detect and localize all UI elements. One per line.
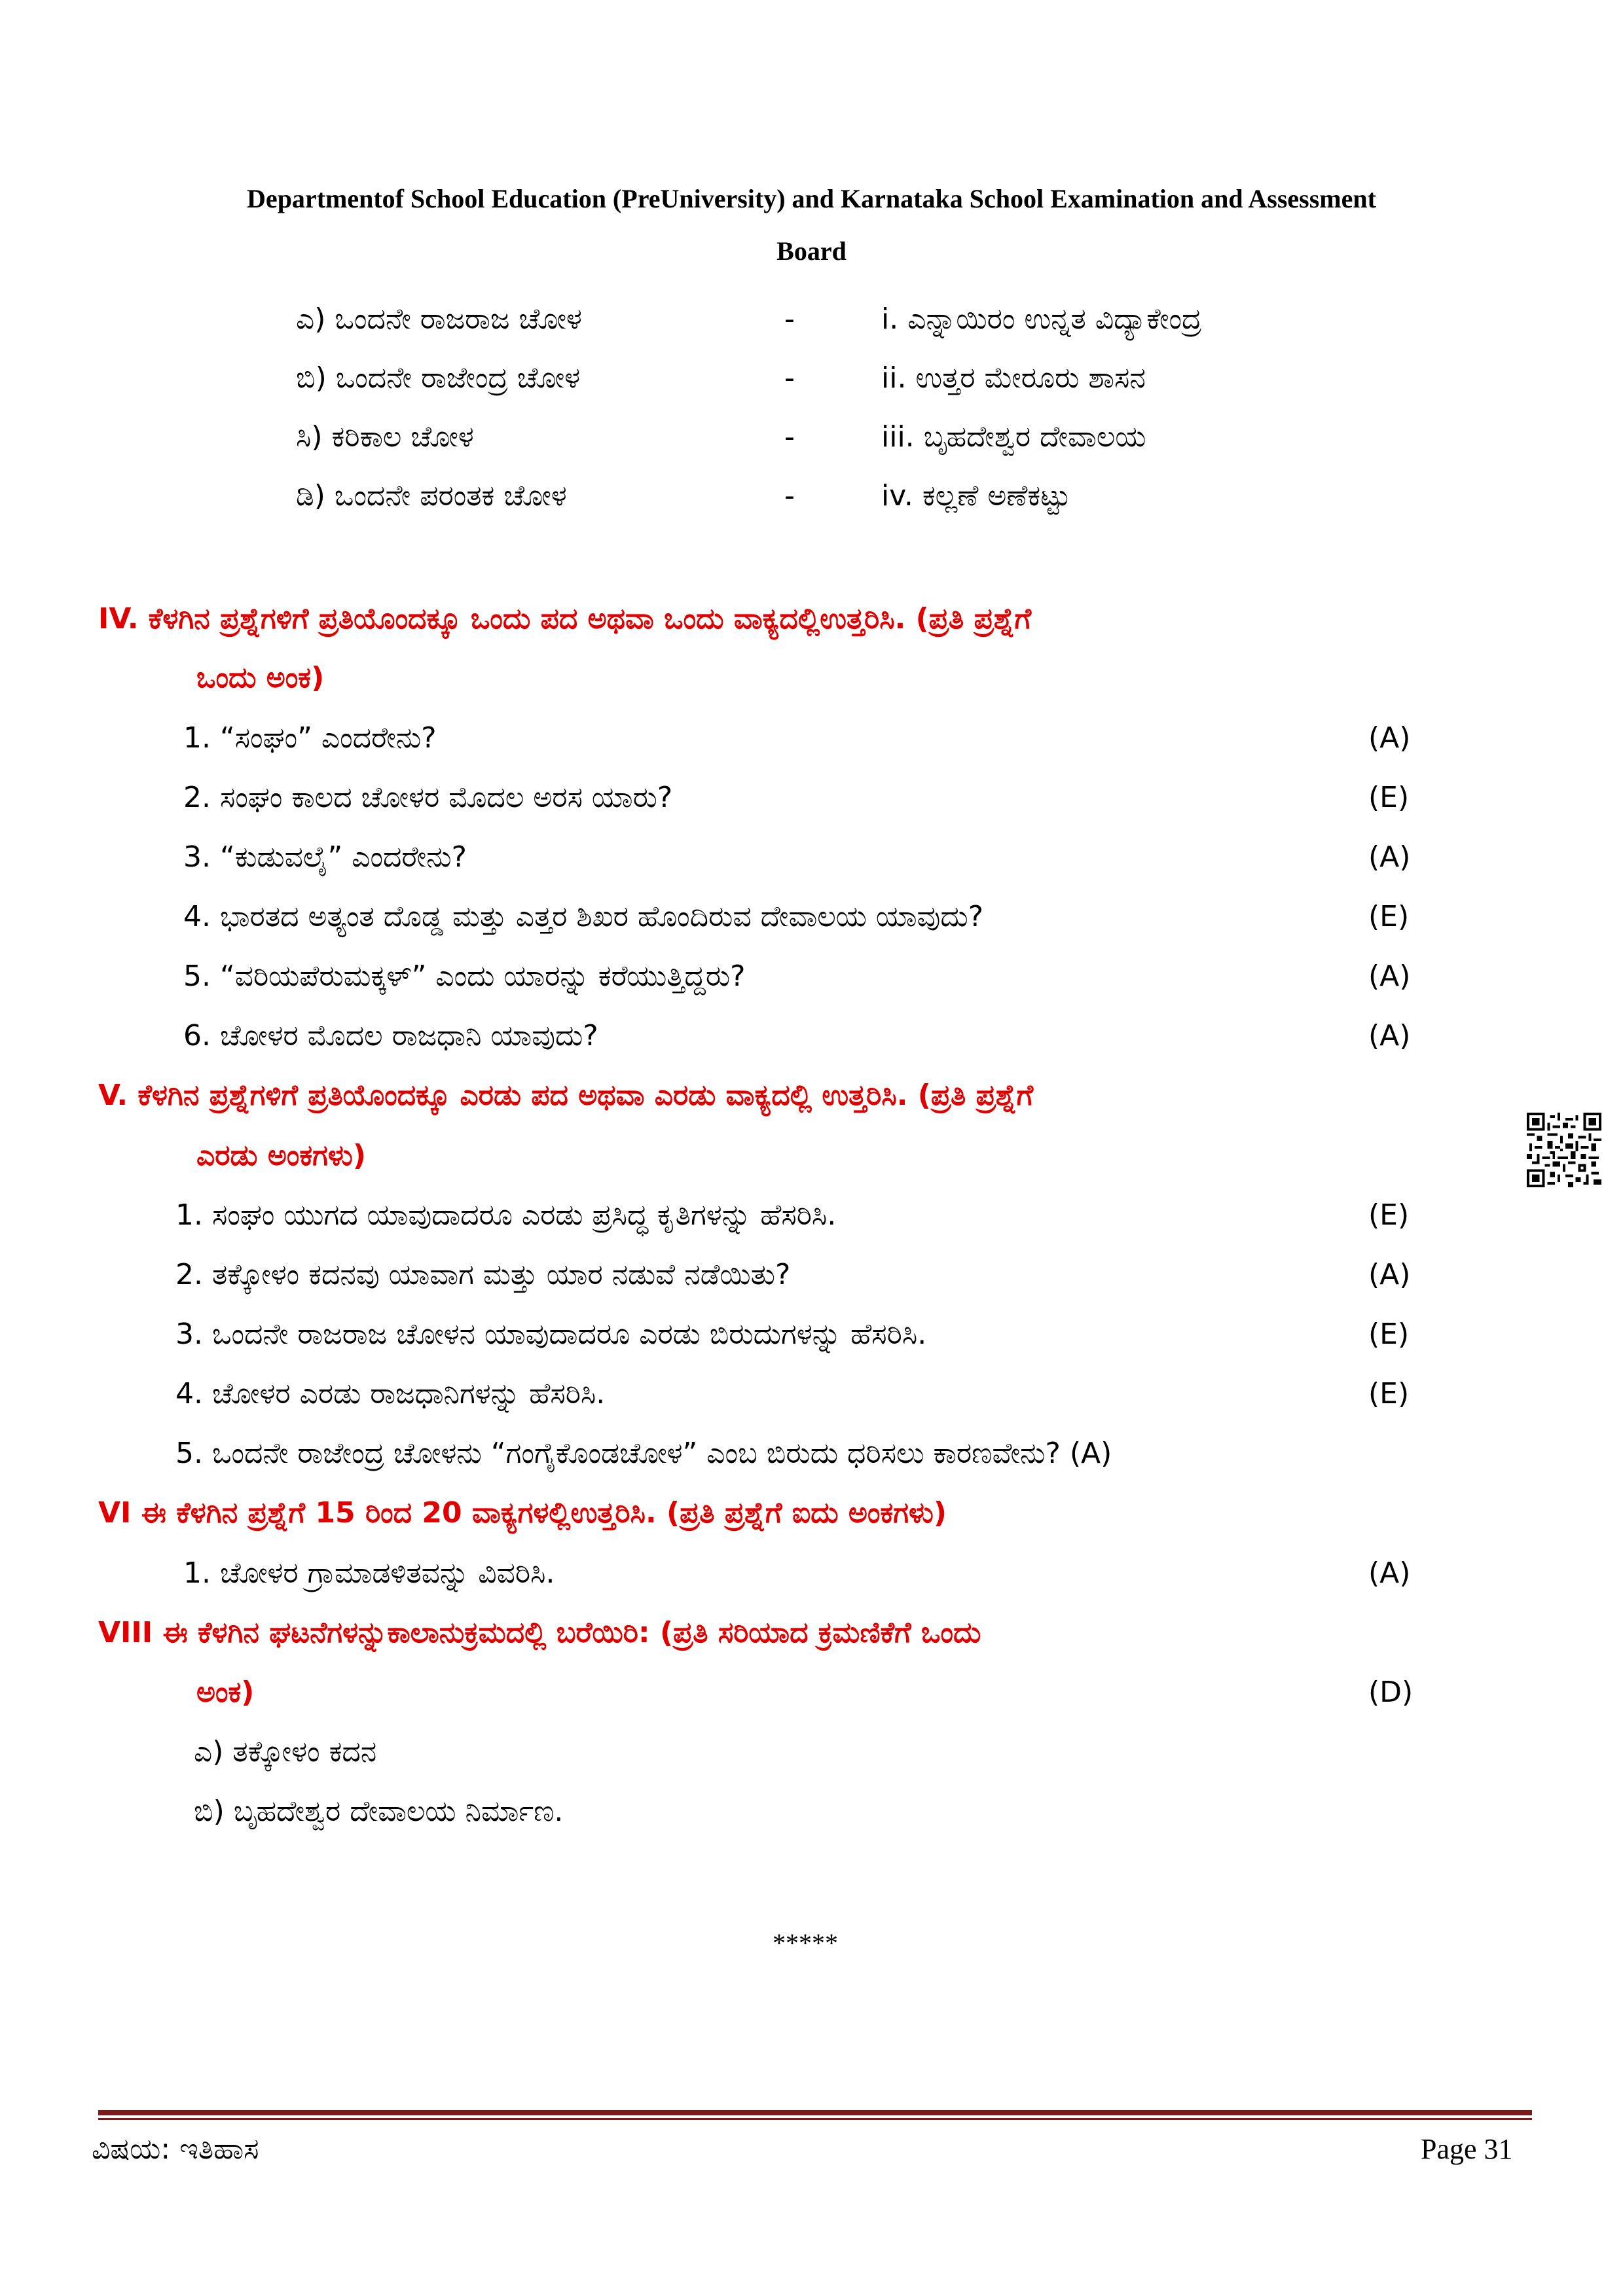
section-5-heading-cont: ಎರಡು ಅಂಕಗಳು) [196, 1139, 366, 1172]
question-mark: (D) [1368, 1676, 1413, 1709]
question-mark: (E) [1368, 1318, 1410, 1351]
question-text: 2. ಸಂಘಂ ಕಾಲದ ಚೋಳರ ಮೊದಲ ಅರಸ ಯಾರು? [183, 781, 673, 814]
footer-rule [98, 2110, 1532, 2115]
qr-code [1527, 1113, 1601, 1187]
question-text: 4. ಭಾರತದ ಅತ್ಯಂತ ದೊಡ್ಡ ಮತ್ತು ಎತ್ತರ ಶಿಖರ ಹೊಂದಿರುವ ದೇವಾಲಯ ಯಾವುದು? [183, 900, 984, 933]
question-text: 6. ಚೋಳರ ಮೊದಲ ರಾಜಧಾನಿ ಯಾವುದು? [183, 1019, 598, 1052]
question-mark: (A) [1368, 960, 1411, 993]
question-mark: (A) [1368, 1556, 1411, 1590]
page-header-line2: Board [776, 236, 847, 266]
question-mark: (A) [1368, 1019, 1411, 1052]
section-8-heading-cont: ಅಂಕ) [196, 1676, 255, 1709]
section-8-heading: VIII ಈ ಕೆಳಗಿನ ಘಟನೆಗಳನ್ನುಕಾಲಾನುಕ್ರಮದಲ್ಲಿ ಬರೆಯಿರಿ: (ಪ್ರತಿ ಸರಿಯಾದ ಕ್ರಮಣಿಕೆಗೆ ಒಂದು [98, 1616, 981, 1649]
match-right: iii. ಬೃಹದೇಶ್ವರ ದೇವಾಲಯ [881, 420, 1146, 454]
list-item: ಬಿ) ಬೃಹದೇಶ್ವರ ದೇವಾಲಯ ನಿರ್ಮಾಣ. [194, 1795, 564, 1828]
match-right: iv. ಕಲ್ಲಣೆ ಅಣೆಕಟ್ಟು [881, 479, 1071, 512]
match-left: ಎ) ಒಂದನೇ ರಾಜರಾಜ ಚೋಳ [296, 302, 582, 336]
section-4-heading: IV. ಕೆಳಗಿನ ಪ್ರಶ್ನೆಗಳಿಗೆ ಪ್ರತಿಯೊಂದಕ್ಕೂ ಒಂದು ಪದ ಅಥವಾ ಒಂದು ವಾಕ್ಯದಲ್ಲಿಉತ್ತರಿಸಿ. (ಪ್ರತಿ ಪ್ರಶ್ನೆಗೆ [98, 602, 1032, 636]
question-text: 4. ಚೋಳರ ಎರಡು ರಾಜಧಾನಿಗಳನ್ನು ಹೆಸರಿಸಿ. [175, 1377, 606, 1410]
question-mark: (E) [1368, 1377, 1410, 1410]
match-dash: - [784, 361, 795, 395]
question-text: 5. ಒಂದನೇ ರಾಜೇಂದ್ರ ಚೋಳನು “ಗಂಗೈಕೊಂಡಚೋಳ” ಎಂಬ ಬಿರುದು ಧರಿಸಲು ಕಾರಣವೇನು? (A) [175, 1437, 1112, 1470]
question-text: 3. “ಕುಡುವಲೈ” ಎಂದರೇನು? [183, 840, 467, 874]
question-mark: (E) [1368, 900, 1410, 933]
question-mark: (E) [1368, 1198, 1410, 1232]
question-mark: (A) [1368, 840, 1411, 874]
end-marker: ***** [773, 1928, 838, 1958]
match-dash: - [784, 420, 795, 454]
page-header-line1: Departmentof School Education (PreUniversity) and Karnataka School Examination and Assessment [247, 184, 1376, 213]
match-dash: - [784, 302, 795, 336]
match-left: ಡಿ) ಒಂದನೇ ಪರಂತಕ ಚೋಳ [296, 479, 567, 512]
match-left: ಬಿ) ಒಂದನೇ ರಾಜೇಂದ್ರ ಚೋಳ [296, 361, 581, 395]
match-right: ii. ಉತ್ತರ ಮೇರೂರು ಶಾಸನ [881, 361, 1146, 395]
question-text: 1. ಚೋಳರ ಗ್ರಾಮಾಡಳಿತವನ್ನು ವಿವರಿಸಿ. [183, 1556, 555, 1590]
page-number: Page 31 [1421, 2133, 1513, 2165]
section-5-heading: V. ಕೆಳಗಿನ ಪ್ರಶ್ನೆಗಳಿಗೆ ಪ್ರತಿಯೊಂದಕ್ಕೂ ಎರಡು ಪದ ಅಥವಾ ಎರಡು ವಾಕ್ಯದಲ್ಲಿ ಉತ್ತರಿಸಿ. (ಪ್ರತಿ ಪ್ರಶ್ನೆಗೆ [98, 1079, 1034, 1112]
question-text: 1. ಸಂಘಂ ಯುಗದ ಯಾವುದಾದರೂ ಎರಡು ಪ್ರಸಿದ್ಧ ಕೃತಿಗಳನ್ನು ಹೆಸರಿಸಿ. [175, 1198, 837, 1232]
question-mark: (A) [1368, 721, 1411, 755]
question-mark: (A) [1368, 1258, 1411, 1291]
section-6-heading: VI ಈ ಕೆಳಗಿನ ಪ್ರಶ್ನೆಗೆ 15 ರಿಂದ 20 ವಾಕ್ಯಗಳಲ್ಲಿಉತ್ತರಿಸಿ. (ಪ್ರತಿ ಪ್ರಶ್ನೆಗೆ ಐದು ಅಂಕಗಳು) [98, 1496, 947, 1530]
match-dash: - [784, 479, 795, 512]
match-right: i. ಎನ್ನಾಯಿರಂ ಉನ್ನತ ವಿದ್ಯಾಕೇಂದ್ರ [881, 302, 1202, 336]
list-item: ಎ) ತಕ್ಕೋಳಂ ಕದನ [194, 1735, 377, 1768]
question-mark: (E) [1368, 781, 1410, 814]
question-text: 3. ಒಂದನೇ ರಾಜರಾಜ ಚೋಳನ ಯಾವುದಾದರೂ ಎರಡು ಬಿರುದುಗಳನ್ನು ಹೆಸರಿಸಿ. [175, 1318, 927, 1351]
footer-subject: ವಿಷಯ: ಇತಿಹಾಸ [92, 2132, 259, 2166]
question-text: 1. “ಸಂಘಂ” ಎಂದರೇನು? [183, 721, 437, 755]
question-text: 2. ತಕ್ಕೋಳಂ ಕದನವು ಯಾವಾಗ ಮತ್ತು ಯಾರ ನಡುವೆ ನಡೆಯಿತು? [175, 1258, 791, 1291]
section-4-heading-cont: ಒಂದು ಅಂಕ) [196, 661, 325, 694]
question-text: 5. “ವರಿಯಪೆರುಮಕ್ಕಳ್” ಎಂದು ಯಾರನ್ನು ಕರೆಯುತ್ತಿದ್ದರು? [183, 960, 746, 993]
footer-rule-thin [98, 2118, 1532, 2120]
match-left: ಸಿ) ಕರಿಕಾಲ ಚೋಳ [296, 420, 474, 454]
